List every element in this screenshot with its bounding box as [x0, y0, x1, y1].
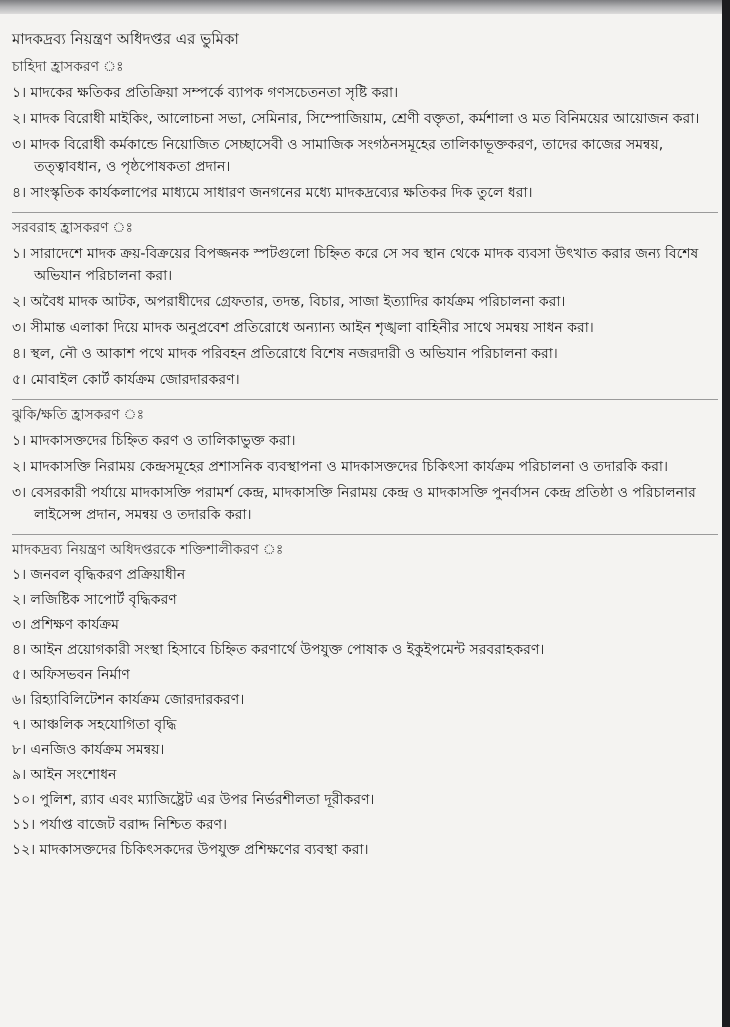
list-item: ১২। মাদকাসক্তদের চিকিৎসকদের উপযুক্ত প্রশিক্ষণের ব্যবস্থা করা।: [12, 842, 369, 858]
list-item: ২। লজিষ্টিক সাপোর্ট বৃদ্ধিকরণ: [12, 592, 177, 608]
section-strengthening: [12, 539, 712, 861]
section-heading: মাদকদ্রব্য নিয়ন্ত্রণ অধিদপ্তরকে শক্তিশালীকরণ ঃ: [12, 542, 284, 558]
list-item: ৩। প্রশিক্ষণ কার্যক্রম: [12, 617, 119, 633]
list-item: ৫। অফিসভবন নির্মাণ: [12, 667, 130, 683]
right-edge-bar: [722, 0, 730, 1027]
list-item: ৩। বেসরকারী পর্যায়ে মাদকাসক্তি পরামর্শ কেন্দ্র, মাদকাসক্তি নিরাময় কেন্দ্র ও মাদকাসক্তি পুনর্বাসন কেন্দ্র প্রতিষ্ঠা ও পরিচালনার লাইসেন্স প্রদান, সমন্বয় ও তদারকি করা।: [12, 485, 696, 523]
list-item: ৮। এনজিও কার্যক্রম সমন্বয়।: [12, 742, 165, 758]
list-item: ১। জনবল বৃদ্ধিকরণ প্রক্রিয়াধীন: [12, 567, 186, 583]
list-item: ১১। পর্যাপ্ত বাজেট বরাদ্দ নিশ্চিত করণ।: [12, 817, 228, 833]
section-divider: [12, 212, 718, 213]
section-divider: [12, 534, 718, 535]
section-heading: চাহিদা হ্রাসকরণ ঃ: [12, 59, 124, 75]
list-item: ২। মাদকাসক্তি নিরাময় কেন্দ্রসমূহের প্রশাসনিক ব্যবস্থাপনা ও মাদকাসক্তদের চিকিৎসা কার্যক্রম পরিচালনা ও তদারকি করা।: [12, 459, 668, 475]
list-item: ২। অবৈধ মাদক আটক, অপরাধীদের গ্রেফতার, তদন্ত, বিচার, সাজা ইত্যাদির কার্যক্রম পরিচালনা করা।: [12, 294, 566, 310]
section-risk-reduction: [12, 404, 712, 526]
list-item: ৪। আইন প্রয়োগকারী সংস্থা হিসাবে চিহ্নিত করণার্থে উপযুক্ত পোষাক ও ইকুইপমেন্ট সরবরাহকরণ।: [12, 642, 545, 658]
list-item: ৯। আইন সংশোধন: [12, 767, 117, 783]
section-divider: [12, 399, 718, 400]
list-item: ১০। পুলিশ, র‌্যাব এবং ম্যাজিষ্ট্রেট এর উপর নির্ভরশীলতা দূরীকরণ।: [12, 792, 375, 808]
document-page: [0, 14, 722, 1027]
document-title: মাদকদ্রব্য নিয়ন্ত্রণ অধিদপ্তর এর ভুমিকা: [12, 30, 239, 48]
list-item: ৬। রিহ্যাবিলিটেশন কার্যক্রম জোরদারকরণ।: [12, 692, 245, 708]
section-heading: সরবরাহ হ্রাসকরণ ঃ: [12, 220, 134, 236]
list-item: ৫। মোবাইল কোর্ট কার্যক্রম জোরদারকরণ।: [12, 372, 240, 388]
section-demand-reduction: [12, 56, 712, 204]
list-item: ৩। মাদক বিরোধী কর্মকান্ডে নিয়োজিত সেচ্ছাসেবী ও সামাজিক সংগঠনসমূহের তালিকাভূক্তকরণ, তাদের কাজের সমন্বয়, তত্ত্বাবধান, ও পৃষ্ঠপোষকতা প্রদান।: [12, 137, 664, 175]
section-supply-reduction: [12, 217, 712, 391]
list-item: ৭। আঞ্চলিক সহযোগিতা বৃদ্ধি: [12, 717, 177, 733]
document-content: [12, 26, 712, 864]
list-item: ২। মাদক বিরোধী মাইকিং, আলোচনা সভা, সেমিনার, সিম্পোজিয়াম, শ্রেণী বক্তৃতা, কর্মশালা ও মত বিনিময়ের আয়োজন করা।: [12, 111, 700, 127]
list-item: ৩। সীমান্ত এলাকা দিয়ে মাদক অনুপ্রবেশ প্রতিরোধে অন্যান্য আইন শৃঙ্খলা বাহিনীর সাথে সমন্বয় সাধন করা।: [12, 320, 594, 336]
list-item: ৪। সাংস্কৃতিক কার্যকলাপের মাধ্যমে সাধারণ জনগনের মধ্যে মাদকদ্রব্যের ক্ষতিকর দিক তুলে ধরা।: [12, 185, 533, 201]
list-item: ১। মাদকের ক্ষতিকর প্রতিক্রিয়া সম্পর্কে ব্যাপক গণসচেতনতা সৃষ্টি করা।: [12, 85, 399, 101]
list-item: ১। মাদকাসক্তদের চিহ্নিত করণ ও তালিকাভুক্ত করা।: [12, 433, 296, 449]
section-heading: ঝুকি/ক্ষতি হ্রাসকরণ ঃ: [12, 407, 145, 423]
list-item: ১। সারাদেশে মাদক ক্রয়-বিক্রয়ের বিপজ্জনক স্পটগুলো চিহ্নিত করে সে সব স্থান থেকে মাদক ব্যবসা উৎখাত করার জন্য বিশেষ অভিযান পরিচালনা করা।: [12, 246, 699, 284]
list-item: ৪। স্থল, নৌ ও আকাশ পথে মাদক পরিবহন প্রতিরোধে বিশেষ নজরদারী ও অভিযান পরিচালনা করা।: [12, 346, 558, 362]
